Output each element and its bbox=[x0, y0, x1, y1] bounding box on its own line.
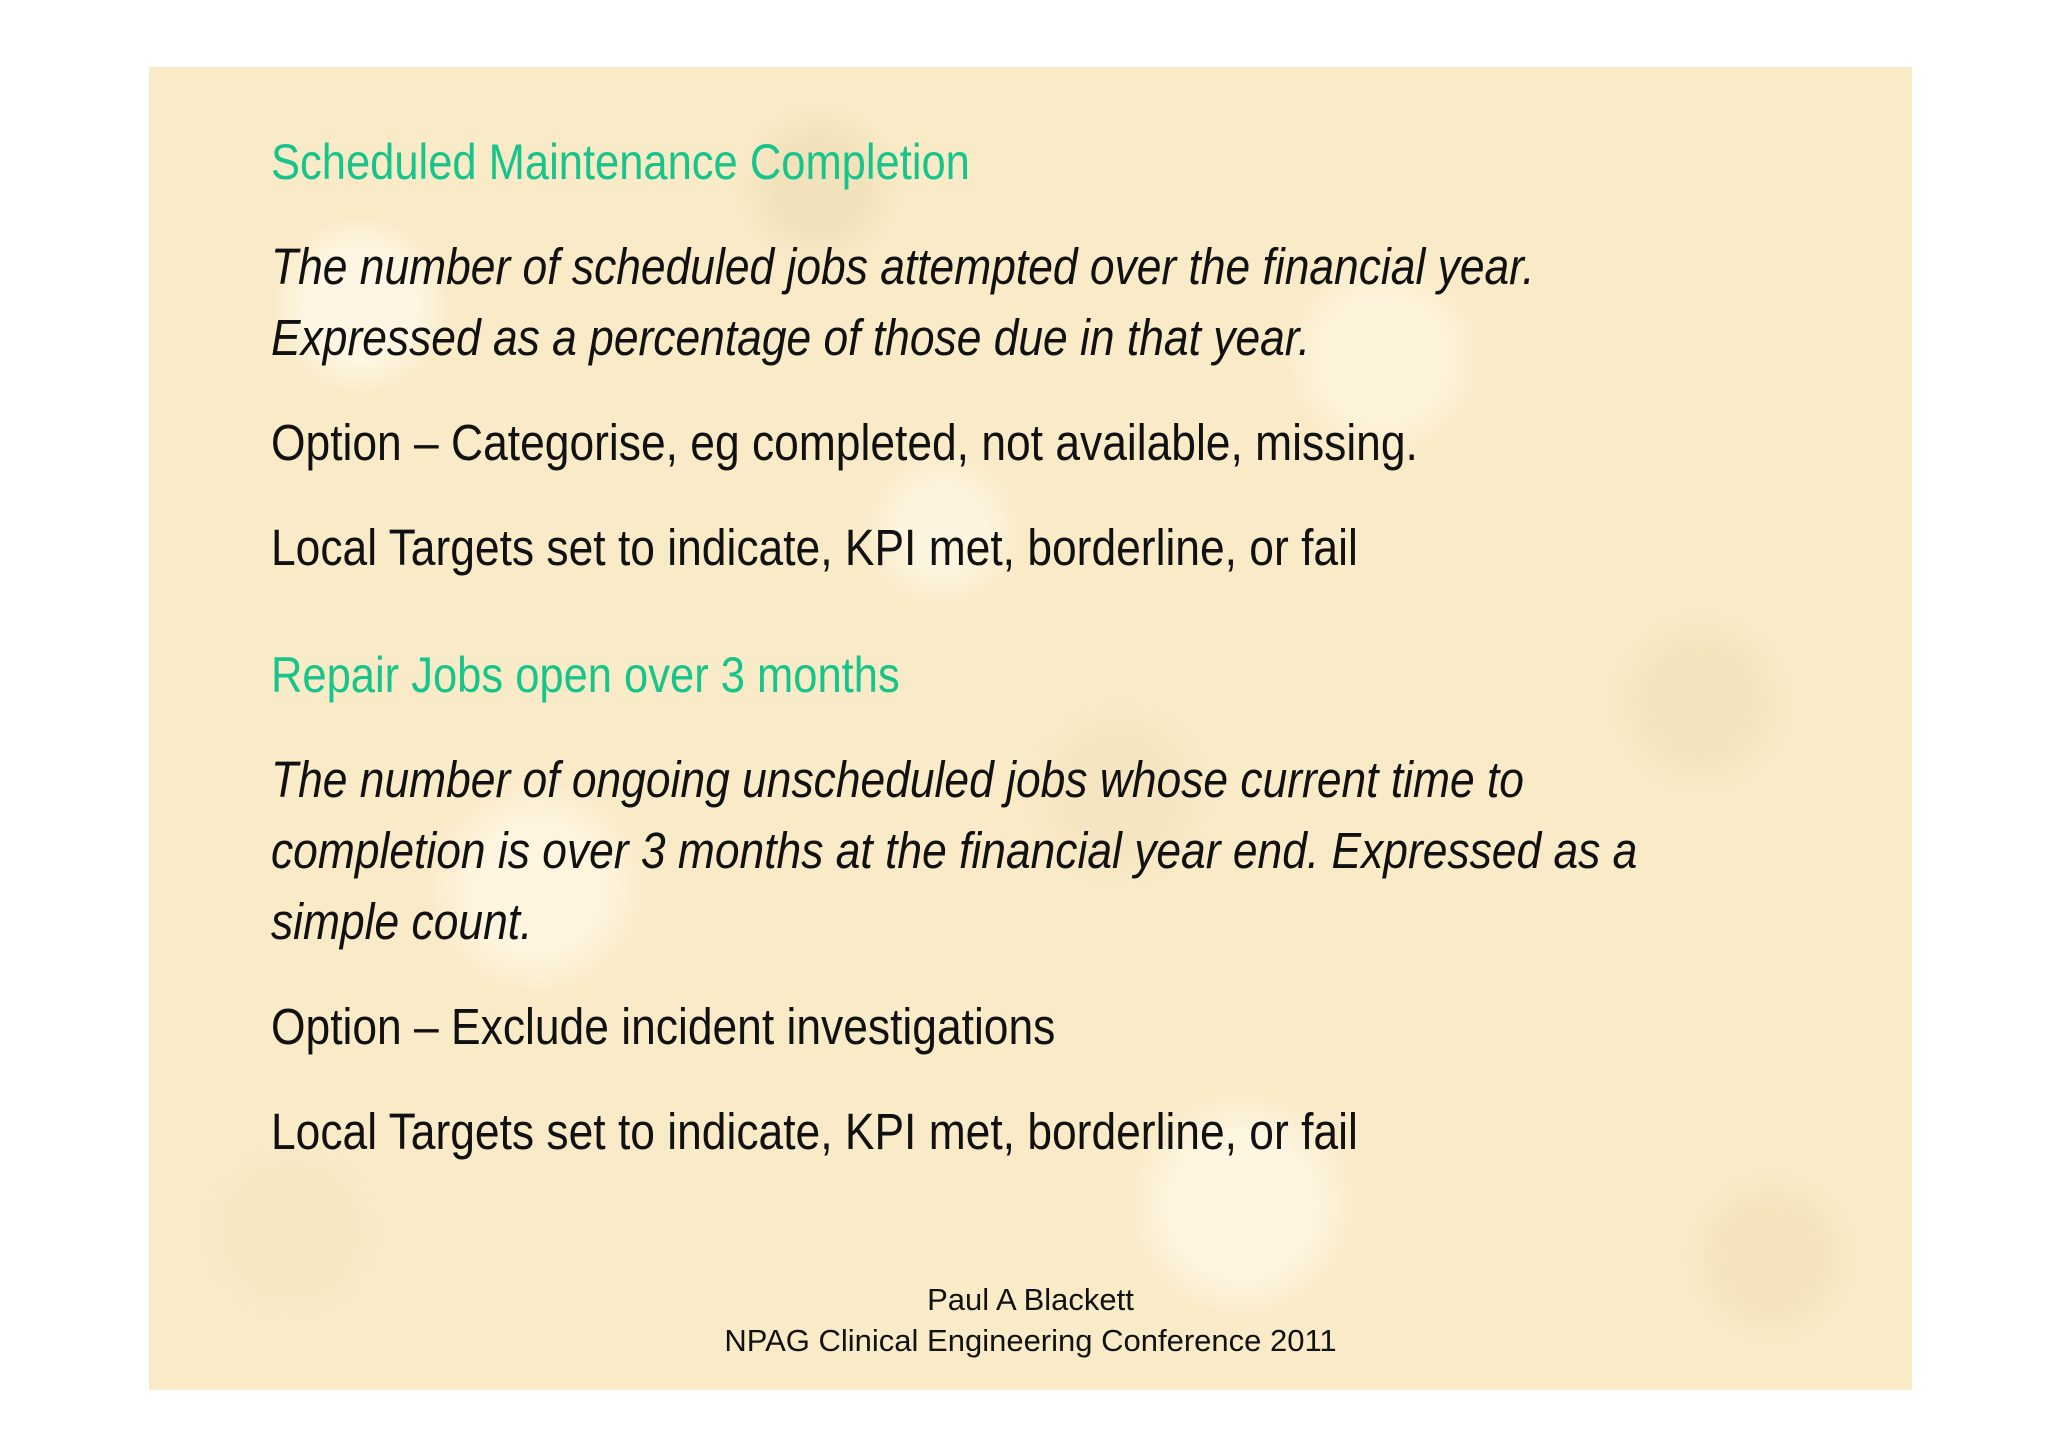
section1-heading: Scheduled Maintenance Completion bbox=[271, 134, 970, 190]
slide-content bbox=[271, 127, 1851, 1167]
section1-definition-line-1: The number of scheduled jobs attempted over the financial year. bbox=[271, 238, 1535, 295]
section2-heading: Repair Jobs open over 3 months bbox=[271, 647, 900, 703]
section1-targets: Local Targets set to indicate, KPI met, borderline, or fail bbox=[271, 519, 1358, 576]
section1-definition-line-2: Expressed as a percentage of those due in that year. bbox=[271, 309, 1311, 366]
section2-option: Option – Exclude incident investigations bbox=[271, 998, 1056, 1055]
section2-definition-line-2: completion is over 3 months at the financial year end. Expressed as a bbox=[271, 822, 1638, 879]
slide-footer bbox=[149, 1279, 1912, 1361]
section2-targets: Local Targets set to indicate, KPI met, borderline, or fail bbox=[271, 1103, 1358, 1160]
slide bbox=[149, 67, 1912, 1390]
section1-option: Option – Categorise, eg completed, not available, missing. bbox=[271, 414, 1418, 471]
footer-author: Paul A Blackett bbox=[927, 1282, 1134, 1317]
section2-definition-line-3: simple count. bbox=[271, 893, 533, 950]
footer-event: NPAG Clinical Engineering Conference 2011 bbox=[724, 1323, 1337, 1358]
section2-definition-line-1: The number of ongoing unscheduled jobs whose current time to bbox=[271, 751, 1524, 808]
